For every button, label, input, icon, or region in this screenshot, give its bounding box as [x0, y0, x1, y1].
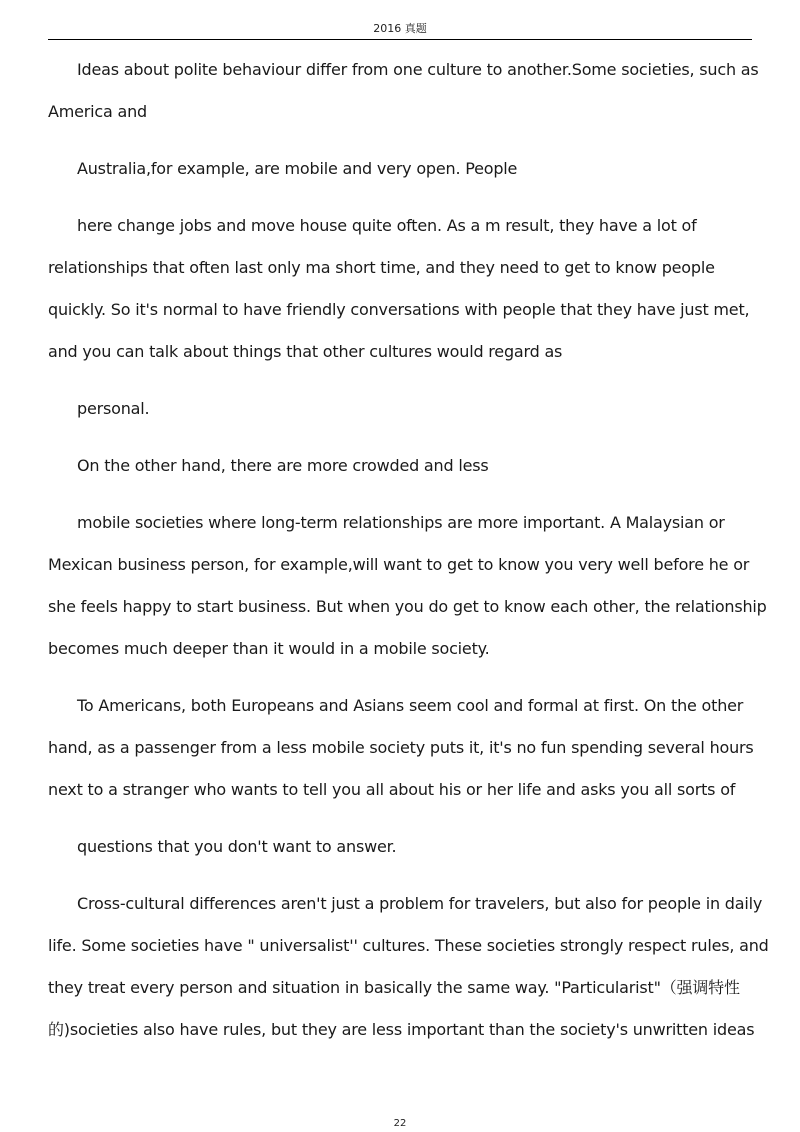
text-line: America and — [48, 102, 147, 121]
page-header: 2016 真题 — [373, 22, 427, 35]
text-line: 的)societies also have rules, but they are less important than the society's unwritten ideas — [48, 1020, 755, 1039]
text-line: hand, as a passenger from a less mobile society puts it, it's no fun spending several hours — [48, 738, 754, 757]
text-line: and you can talk about things that other cultures would regard as — [48, 342, 563, 361]
text-line: relationships that often last only ma short time, and they need to get to know people — [48, 258, 715, 277]
text-line: quickly. So it's normal to have friendly conversations with people that they have just met, — [48, 300, 750, 319]
text-line: life. Some societies have " universalist'' cultures. These societies strongly respect rules, and — [48, 936, 769, 955]
text-line: here change jobs and move house quite often. As a m result, they have a lot of — [77, 216, 697, 235]
text-line: Mexican business person, for example,will want to get to know you very well before he or — [48, 555, 750, 574]
header-divider — [48, 39, 752, 40]
text-line: personal. — [77, 399, 150, 418]
text-line: Australia,for example, are mobile and very open. People — [77, 159, 518, 178]
text-line: she feels happy to start business. But when you do get to know each other, the relationship — [48, 597, 767, 616]
text-line: Cross-cultural differences aren't just a problem for travelers, but also for people in daily — [77, 894, 763, 913]
text-line: becomes much deeper than it would in a mobile society. — [48, 639, 490, 658]
text-line: On the other hand, there are more crowded and less — [77, 456, 489, 475]
text-line: they treat every person and situation in basically the same way. "Particularist"（强调特性 — [48, 978, 740, 997]
text-line: Ideas about polite behaviour differ from one culture to another.Some societies, such as — [77, 60, 759, 79]
page-number: 22 — [393, 1118, 407, 1129]
text-line: questions that you don't want to answer. — [77, 837, 397, 856]
text-line: mobile societies where long-term relationships are more important. A Malaysian or — [77, 513, 725, 532]
document-body — [48, 49, 769, 1051]
text-line: To Americans, both Europeans and Asians seem cool and formal at first. On the other — [77, 696, 744, 715]
text-line: next to a stranger who wants to tell you all about his or her life and asks you all sorts of — [48, 780, 736, 799]
